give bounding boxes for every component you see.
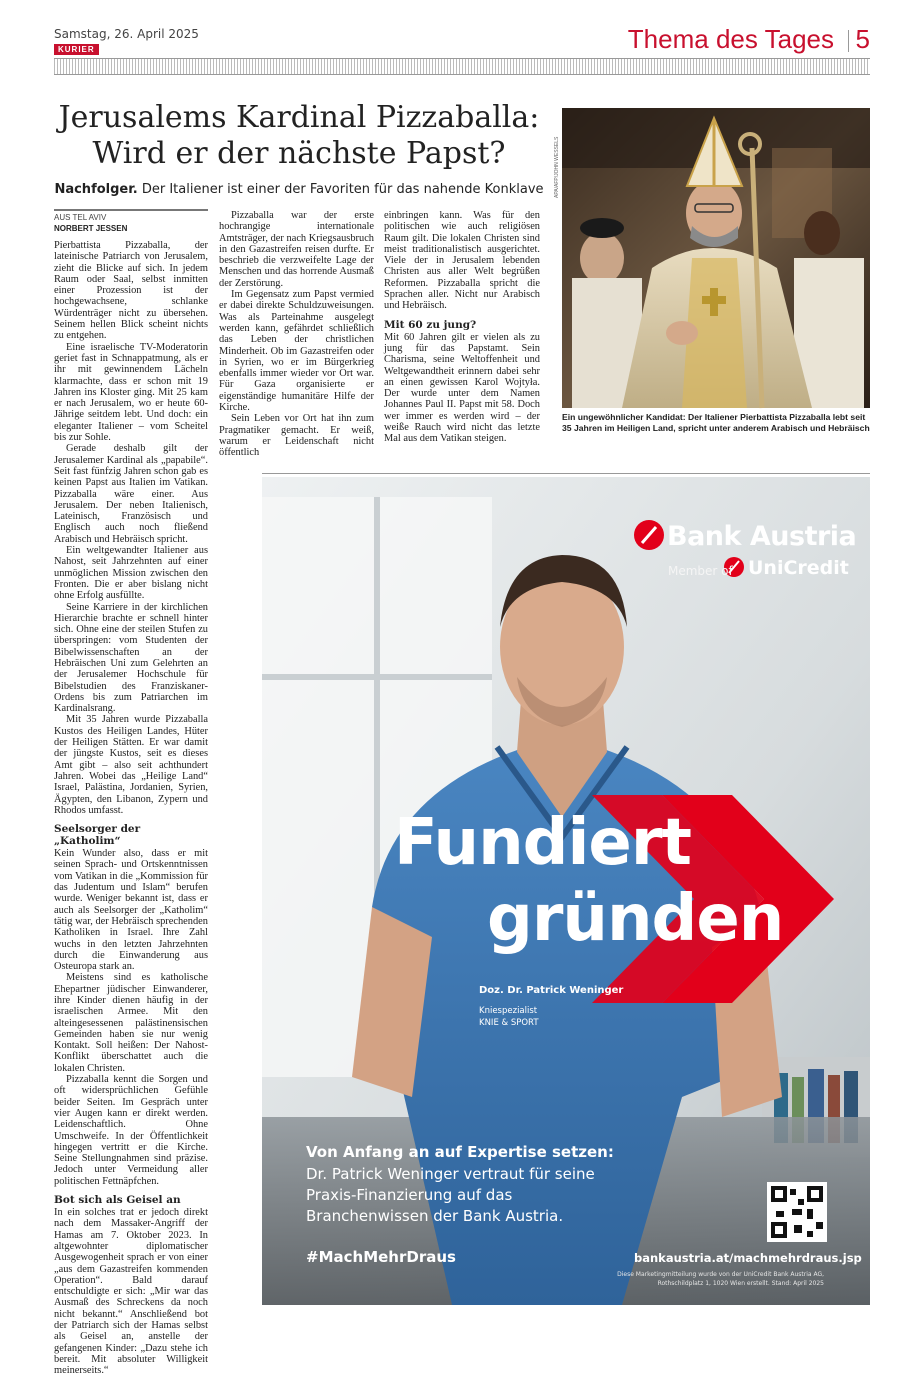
ad-headline-line-1: Fundiert — [394, 806, 691, 880]
cardinal-photo — [562, 108, 870, 408]
paragraph: Pierbattista Pizzaballa, der lateinische Patriarch von Jerusalem, zieht die Blicke auf sich. In jedem Raum oder Saal, selbst inmitten einer Prozession ist der hochgewachsene, schlanke Würdenträger nicht zu übersehen. Seinem hellen Blick scheint nichts zu entgehen. — [54, 240, 208, 342]
ad-top-rule — [262, 473, 870, 474]
paragraph: Gerade deshalb gilt der Jerusalemer Kardinal als „papabile“. Seit fast fünfzig Jahren schon gab es keinen Papst aus Italien im Vatikan. Pizzaballa wäre einer. Aus Jerusalem. Der neben Italienisch, Lateinisch, Französisch und Englisch auch noch fließend Arabisch und Hebräisch spricht. — [54, 443, 208, 545]
subheading-katholim: Seelsorger der „Katholim“ — [54, 823, 141, 848]
paragraph: Sein Leben vor Ort hat ihn zum Pragmatiker gemacht. Er weiß, warum er Leidenschaft nicht öffentlich — [219, 413, 374, 459]
ad-headline-line-2: gründen — [487, 882, 784, 956]
ad-url-link[interactable]: bankaustria.at/machmehrdraus.jsp — [634, 1251, 862, 1265]
paragraph: Pizzaballa kennt die Sorgen und oft widersprüchlichen Gefühle beider Seiten. Im Gespräch unter vier Augen kann er direkt werden. Leidenschaftlich. Ohne Umschweife. In der Öffentlichkeit hingegen vertritt er die Kirche. Seine Stellungnahmen sind präzise. Jedoch unter Vermeidung aller politischen Fettnäpfchen. — [54, 1074, 208, 1187]
photo-credit: APA/AFP/JOHN WESSELS — [554, 136, 560, 198]
ad-partner: UniCredit — [748, 557, 849, 579]
article-column-3 — [384, 210, 540, 445]
ad-hashtag: #MachMehrDraus — [306, 1248, 456, 1266]
paragraph: Ein weltgewandter Italiener aus Nahost, seit Jahrzehnten auf einer unmöglichen Mission zwischen den Fronten. Die er aber bislang nicht ohne Erfolg ausfüllte. — [54, 545, 208, 602]
ad-brand: Bank Austria — [667, 521, 857, 552]
ad-claim-line-1: Dr. Patrick Weninger vertraut für seine — [306, 1165, 595, 1183]
ad-member-of: Member of — [668, 564, 733, 578]
paragraph: Im Gegensatz zum Papst vermied er dabei direkte Schuldzuweisungen. Was als Parteinahme ausgelegt werden kann, gefährdet schließlich das Leben der christlichen Minderheit. Ob im Gazastreifen oder in Syrien, wo er im Bürgerkrieg ebenfalls immer wieder vor Ort war. Für Gaza organisierte er eigenständige humanitäre Hilfe der Kirche. — [219, 289, 374, 414]
byline-rule — [54, 209, 208, 211]
section-title: Thema des Tages — [627, 24, 834, 54]
ad-claim-line-3: Branchenwissen der Bank Austria. — [306, 1207, 564, 1225]
article-subhead — [54, 182, 544, 197]
paragraph: Mit 60 Jahren gilt er vielen als zu jung für das Papstamt. Sein Charisma, seine Weltoffenheit und Weltgewandtheit erinnern dabei sehr an einen gewissen Karol Wojtyła. Der wurde unter dem Namen Johannes Paul II. Papst mit 58. Doch wer immer es werden wird – der weiße Rauch wird nicht das letzte Mal aus dem Vatikan steigen. — [384, 331, 540, 445]
subheading-geisel: Bot sich als Geisel an — [54, 1194, 181, 1207]
subhead-lead: Nachfolger. — [54, 182, 138, 197]
ad-claim-line-2: Praxis-Finanzierung auf das — [306, 1186, 513, 1204]
paragraph: Kein Wunder also, dass er mit seinen Sprach- und Ortskenntnissen vom Vatikan in die „Kommission für das Judentum und Islam“ berufen wurde. Weniger bekannt ist, dass er auch als Seelsorger der „Katholim“ tätig war, der Hebräisch sprechenden Katholiken in Israel. Ihre Zahl wuchs in den letzten Jahrzehnten durch die Einwanderung aus Osteuropa stark an. — [54, 848, 208, 973]
subheading-zu-jung: Mit 60 zu jung? — [384, 318, 477, 331]
subhead-text: Der Italiener ist einer der Favoriten für das nahende Konklave — [137, 182, 544, 197]
header-divider — [848, 30, 849, 52]
ad-claim-lead: Von Anfang an auf Expertise setzen: — [306, 1143, 614, 1161]
headline-line-2: Wird er der nächste Papst? — [92, 136, 506, 171]
ad-person-org: KNIE & SPORT — [479, 1018, 539, 1028]
photo-caption: Ein ungewöhnlicher Kandidat: Der Italiener Pierbattista Pizzaballa lebt seit 35 Jahren im Heiligen Land, spricht unter anderem Arabisch und Hebräisch — [562, 412, 870, 433]
paragraph: In ein solches trat er jedoch direkt nach dem Massaker-Angriff der Hamas am 7. Oktober 2023. In altgewohnter diplomatischer Ausgewogenheit sprach er von einer „aus dem Gazastreifen kommenden Operation“. Bald darauf entschuldigte er sich: „Mir war das Ausmaß des Schreckens da noch nicht bekannt.“ Anschließend bot der Patriarch sich der Hamas selbst als Geisel an, anstelle der gefangenen Kinder: „Dazu stehe ich bereit. Mit absoluter Willigkeit meinerseits.“ — [54, 1207, 208, 1377]
paragraph: Eine israelische TV-Moderatorin geriet fast in Schnappatmung, als er ihr mit gewinnendem Lächeln klarmachte, dass er schon mit 19 Jahren ins Kloster ging. Mit 25 kam er nach Jerusalem, wo er heute 60-Jährige seitdem lebt. Und doch: ein eleganter Italiener – vom Scheitel bis zur Sohle. — [54, 341, 208, 444]
ad-person-title: Kniespezialist — [479, 1006, 538, 1016]
paragraph: Mit 35 Jahren wurde Pizzaballa Kustos des Heiligen Landes, Hüter der Heiligen Stätten. Er war damit der jüngste Kustos, seit es dieses Amt gibt – also seit achthundert Jahren. Wobei das „Heilige Land“ Israel, Palästina, Jordanien, Syrien, Ägypten, den Libanon, Zypern und Rhodos umfasst. — [54, 714, 208, 816]
paragraph: einbringen kann. Was für den politischen wie auch religiösen Raum gilt. Die lokalen Christen sind meist traditionalistisch ausgerichtet. Viele der in Jerusalem lebenden Christen aus aller Welt begrüßen Reformen. Pizzaballa spricht die Sprachen aller. Nicht nur Arabisch und Hebräisch. — [384, 210, 540, 312]
headline-line-1: Jerusalems Kardinal Pizzaballa: — [58, 100, 540, 135]
header-rule — [54, 58, 870, 75]
paragraph: Seine Karriere in der kirchlichen Hierarchie brachte er schnell hinter sich. Ohne eine der steilen Stufen zu überspringen: vom Studenten der Bibelwissenschaften an der Hebräischen Uni zum Gelehrten an der Jerusalemer Hochschule für Bibelstudien des Franziskaner-Ordens bis zum Patriarchen im Kardinalsrang. — [54, 601, 208, 715]
issue-date: Samstag, 26. April 2025 — [54, 27, 199, 41]
cardinal-photo-illustration — [562, 108, 870, 408]
paragraph: Pizzaballa war der erste hochrangige internationale Amtsträger, der nach Kriegsausbruch in den Gazastreifen reisen durfte. Er beschrieb die verzweifelte Lage der Menschen und das horrende Ausmaß der Zerstörung. — [219, 210, 374, 289]
byline-location: AUS TEL AVIV — [54, 213, 107, 222]
ad-disclaimer-line-2: Rothschildplatz 1, 1020 Wien erstellt. Stand: April 2025 — [657, 1280, 824, 1287]
newspaper-logo: KURIER — [54, 44, 99, 55]
paragraph: Meistens sind es katholische Ehepartner jüdischer Einwanderer, ihre Kinder dienen häufig in der israelischen Armee. Mit den alteingesessenen palästinensischen Gemeinden haben sie nur wenig Kontakt. Soll heißen: Der Nahost-Konflikt überschattet auch die lokalen Christen. — [54, 972, 208, 1074]
article-headline — [54, 100, 544, 172]
byline-author: NORBERT JESSEN — [54, 224, 128, 233]
page-number: 5 — [855, 24, 870, 54]
ad-disclaimer-line-1: Diese Marketingmitteilung wurde von der UniCredit Bank Austria AG, — [617, 1271, 824, 1278]
article-column-2 — [219, 210, 374, 459]
article-column-1 — [54, 240, 208, 1377]
ad-person-name: Doz. Dr. Patrick Weninger — [479, 985, 624, 996]
bank-austria-ad[interactable] — [262, 477, 870, 1305]
